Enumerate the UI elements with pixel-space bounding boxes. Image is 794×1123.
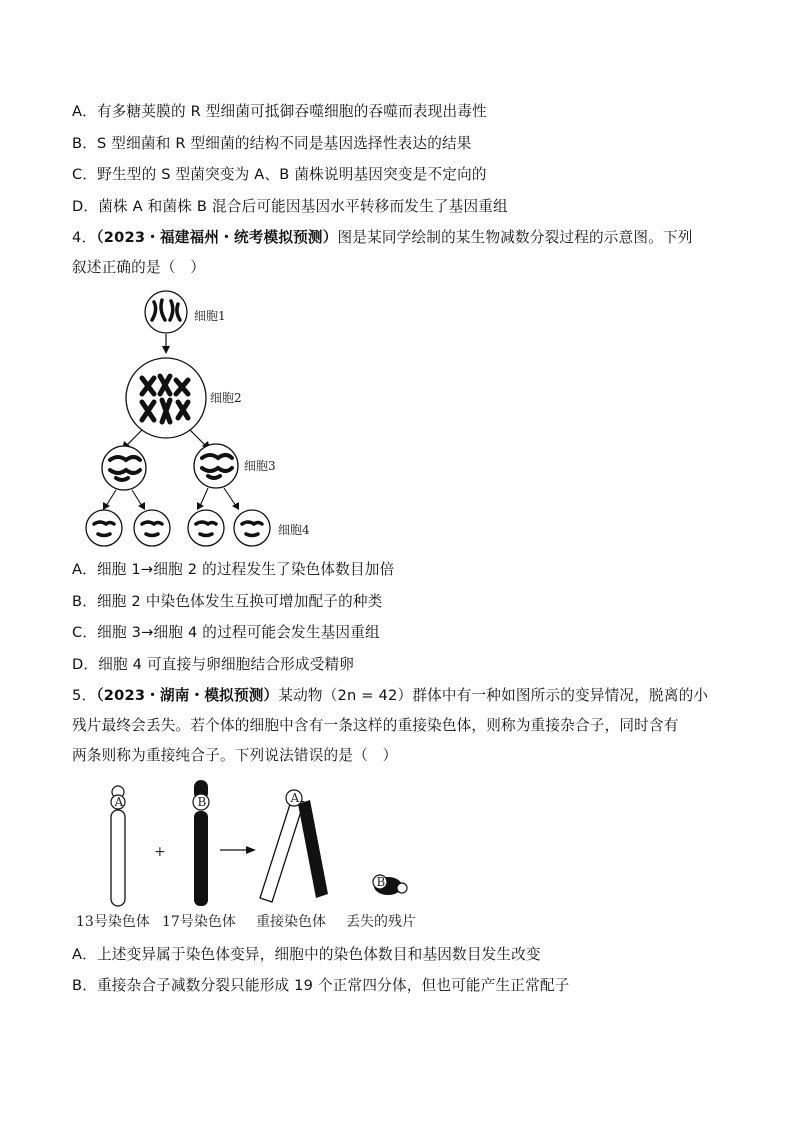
q5-stem-line1 bbox=[72, 686, 708, 706]
q5-stem-text: 某动物（2n = 42）群体中有一种如图所示的变异情况，脱离的小 bbox=[278, 687, 709, 704]
q4-stem-line2: 叙述正确的是（ ） bbox=[72, 259, 206, 276]
q5-option-b: B．重接杂合子减数分裂只能形成 19 个正常四分体，但也可能产生正常配子 bbox=[72, 977, 570, 994]
lost-fragment bbox=[373, 875, 407, 895]
q4-option-a: A．细胞 1→细胞 2 的过程发生了染色体数目加倍 bbox=[72, 561, 395, 578]
q4-number: 4． bbox=[72, 229, 97, 246]
q4-stem-text: 图是某同学绘制的某生物减数分裂过程的示意图。下列 bbox=[337, 229, 693, 246]
marker-a-fused: A bbox=[290, 791, 300, 805]
q4-stem-line1 bbox=[72, 228, 693, 248]
cell-2-label: 细胞2 bbox=[210, 391, 242, 405]
q5-number: 5． bbox=[72, 687, 97, 704]
caption-fused-chromosome: 重接染色体 bbox=[256, 914, 326, 930]
q4-option-b: B．细胞 2 中染色体发生互换可增加配子的种类 bbox=[72, 593, 383, 610]
cell-1-diagram bbox=[145, 291, 187, 333]
chromosome-fusion-figure bbox=[70, 776, 430, 936]
marker-a-left: A bbox=[114, 795, 124, 809]
cell-2-diagram bbox=[126, 358, 206, 438]
q3-option-c: C．野生型的 S 型菌突变为 A、B 菌株说明基因突变是不定向的 bbox=[72, 166, 487, 183]
q4-option-c: C．细胞 3→细胞 4 的过程可能会发生基因重组 bbox=[72, 624, 380, 641]
caption-chromosome-13: 13号染色体 bbox=[76, 914, 150, 930]
q5-option-a: A．上述变异属于染色体变异，细胞中的染色体数目和基因数目发生改变 bbox=[72, 946, 541, 963]
chromosome-13 bbox=[111, 786, 125, 906]
cell-1-label: 细胞1 bbox=[194, 309, 226, 323]
cell-4-label: 细胞4 bbox=[278, 523, 310, 537]
q3-option-a: A．有多糖荚膜的 R 型细菌可抵御吞噬细胞的吞噬而表现出毒性 bbox=[72, 103, 487, 120]
plus-sign: + bbox=[154, 844, 166, 860]
q4-option-d: D．细胞 4 可直接与卵细胞结合形成受精卵 bbox=[72, 656, 355, 673]
cell-3-left-diagram bbox=[102, 446, 146, 490]
q3-option-d: D．菌株 A 和菌株 B 混合后可能因基因水平转移而发生了基因重组 bbox=[72, 198, 508, 215]
cell-3-label: 细胞3 bbox=[244, 459, 276, 473]
caption-lost-fragment: 丢失的残片 bbox=[346, 914, 416, 930]
chromosome-17 bbox=[193, 780, 209, 906]
fused-chromosome bbox=[260, 790, 328, 902]
q4-source: （2023・福建福州・统考模拟预测） bbox=[96, 229, 338, 246]
caption-chromosome-17: 17号染色体 bbox=[162, 914, 236, 930]
q5-source: （2023・湖南・模拟预测） bbox=[96, 687, 279, 704]
q3-option-b: B．S 型细菌和 R 型细菌的结构不同是基因选择性表达的结果 bbox=[72, 135, 472, 152]
q5-stem-line3: 两条则称为重接纯合子。下列说法错误的是（ ） bbox=[72, 747, 398, 764]
cell-4-diagrams bbox=[86, 510, 270, 546]
marker-b-fragment: B bbox=[376, 875, 386, 889]
cell-3-right-diagram bbox=[194, 444, 238, 488]
marker-b: B bbox=[197, 795, 207, 809]
meiosis-figure bbox=[80, 288, 340, 550]
q5-stem-line2: 残片最终会丢失。若个体的细胞中含有一条这样的重接染色体，则称为重接杂合子，同时含有 bbox=[72, 717, 679, 734]
